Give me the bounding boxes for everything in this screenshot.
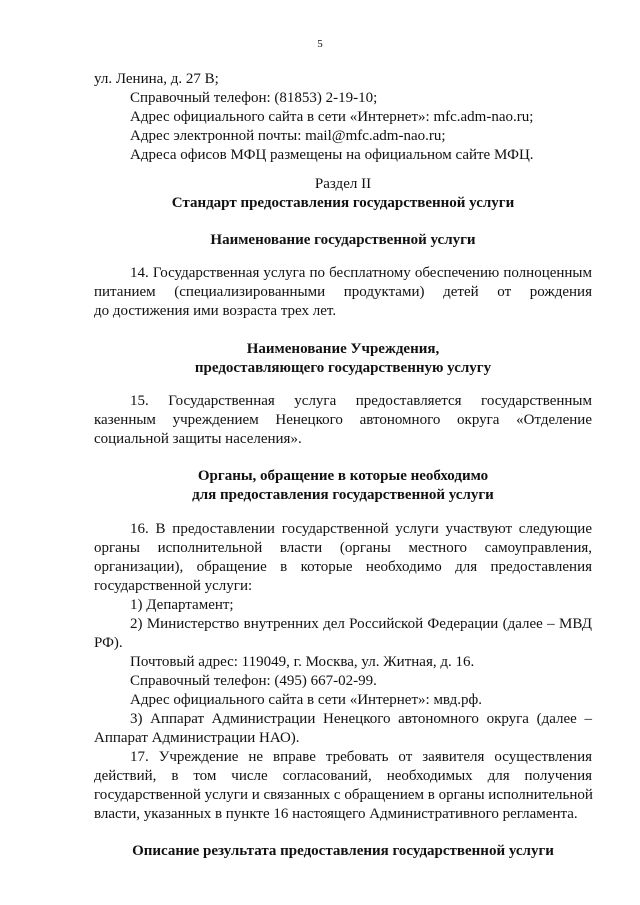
heading-result-description: Описание результата предоставления государственной услуги bbox=[132, 843, 554, 859]
paragraph-17-line: действий, в том числе согласований, необходимых для получения bbox=[94, 768, 592, 784]
heading-institution: предоставляющего государственную услугу bbox=[194, 360, 492, 376]
paragraph-14-line: питанием (специализированными продуктами) детей от рождения bbox=[94, 284, 592, 300]
paragraph-17-line: государственной услуги и связанных с обращением в органы исполнительной bbox=[94, 787, 593, 803]
list-item-apparatus: 3) Аппарат Администрации Ненецкого автономного округа (далее – bbox=[130, 711, 592, 727]
intro-line-website: Адрес официального сайта в сети «Интернет»: mfc.adm-nao.ru; bbox=[130, 109, 534, 125]
heading-bodies: для предоставления государственной услуги bbox=[192, 487, 494, 503]
list-item-apparatus-cont: Аппарат Администрации НАО). bbox=[94, 730, 300, 746]
heading-institution: Наименование Учреждения, bbox=[246, 341, 440, 357]
page-number: 5 bbox=[317, 38, 323, 50]
paragraph-16-line: 16. В предоставлении государственной услуги участвуют следующие bbox=[130, 521, 592, 537]
paragraph-14-line: 14. Государственная услуга по бесплатному обеспечению полноценным bbox=[130, 265, 592, 281]
intro-line-email: Адрес электронной почты: mail@mfc.adm-nao.ru; bbox=[130, 128, 446, 144]
section-label: Раздел II bbox=[314, 176, 372, 192]
mvd-postal-address: Почтовый адрес: 119049, г. Москва, ул. Житная, д. 16. bbox=[130, 654, 475, 670]
intro-line-phone: Справочный телефон: (81853) 2-19-10; bbox=[130, 90, 378, 106]
paragraph-17-line: 17. Учреждение не вправе требовать от заявителя осуществления bbox=[130, 749, 592, 765]
paragraph-16-line: государственной услуги: bbox=[94, 578, 253, 594]
mvd-website: Адрес официального сайта в сети «Интернет»: мвд.рф. bbox=[130, 692, 482, 708]
paragraph-15-line: 15. Государственная услуга предоставляется государственным bbox=[130, 393, 592, 409]
heading-service-name: Наименование государственной услуги bbox=[210, 232, 476, 248]
paragraph-14-line: до достижения ими возраста трех лет. bbox=[94, 303, 337, 319]
paragraph-15-line: социальной защиты населения». bbox=[94, 431, 302, 447]
intro-line-offices: Адреса офисов МФЦ размещены на официальном сайте МФЦ. bbox=[130, 147, 534, 163]
paragraph-16-line: организации), обращение в которые необходимо для предоставления bbox=[94, 559, 592, 575]
list-item-mvd-cont: РФ). bbox=[94, 635, 123, 651]
mvd-phone: Справочный телефон: (495) 667-02-99. bbox=[130, 673, 377, 689]
paragraph-17-line: власти, указанных в пункте 16 настоящего Административного регламента. bbox=[94, 806, 578, 822]
intro-line-address: ул. Ленина, д. 27 В; bbox=[94, 71, 219, 87]
paragraph-15-line: казенным учреждением Ненецкого автономного округа «Отделение bbox=[94, 412, 592, 428]
heading-bodies: Органы, обращение в которые необходимо bbox=[197, 468, 489, 484]
list-item-mvd: 2) Министерство внутренних дел Российской Федерации (далее – МВД bbox=[130, 616, 592, 632]
list-item-department: 1) Департамент; bbox=[130, 597, 234, 613]
paragraph-16-line: органы исполнительной власти (органы местного самоуправления, bbox=[94, 540, 592, 556]
section-title: Стандарт предоставления государственной услуги bbox=[171, 195, 515, 211]
